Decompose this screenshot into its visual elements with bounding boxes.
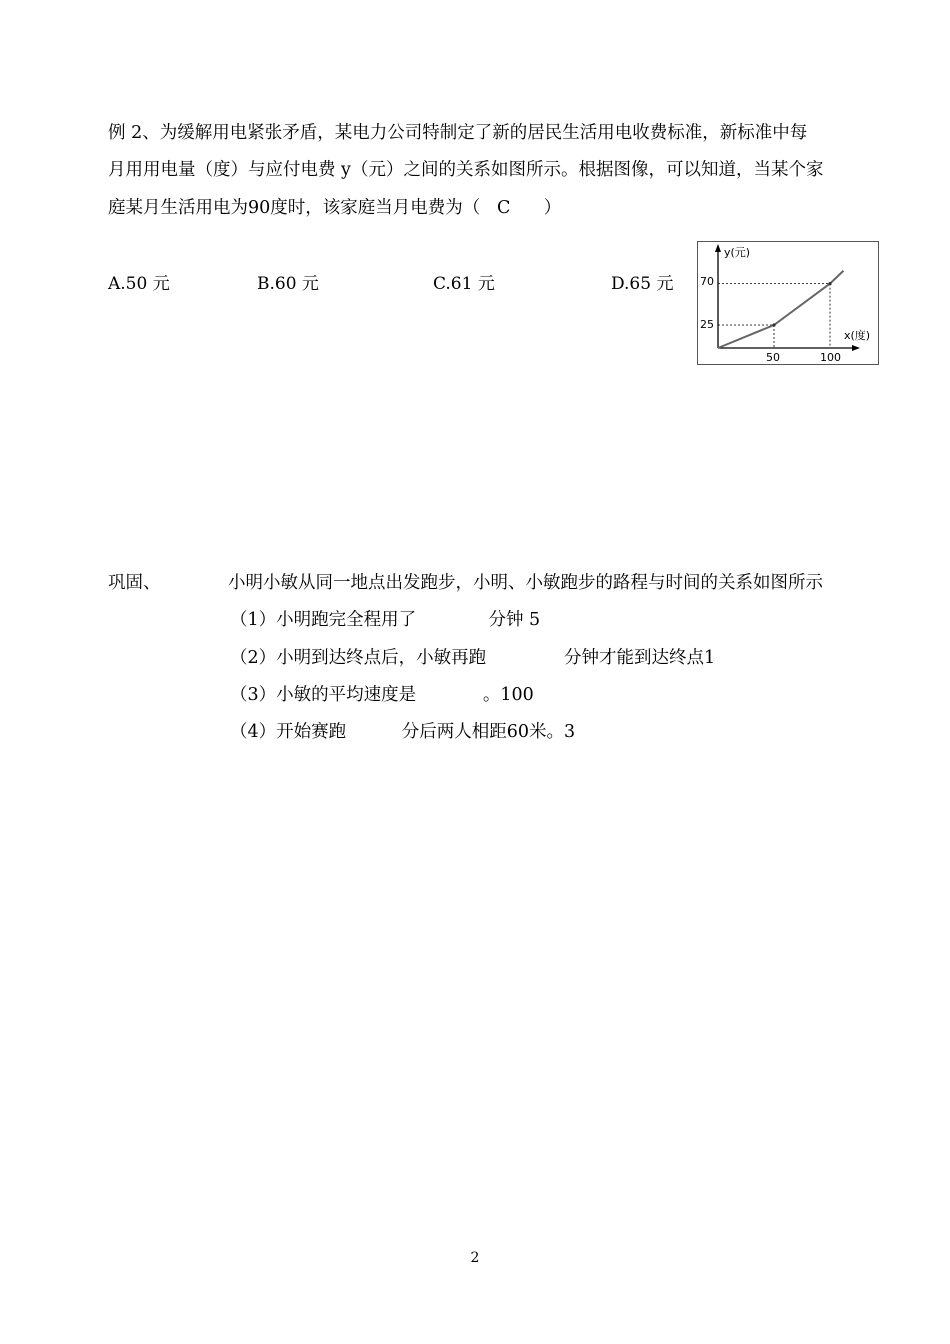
option-b: B.60 元 [257,274,319,294]
option-c: C.61 元 [433,274,495,294]
x-tick-label-50: 50 [766,351,780,364]
x-axis-label: x(度) [844,329,871,342]
option-d: D.65 元 [611,274,674,294]
x-tick-label-100: 100 [820,351,841,364]
y-axis-label: y(元) [724,246,751,259]
data-point-50 [772,323,775,326]
page-number: 2 [470,1250,480,1266]
sub-question-3: （3）小敏的平均速度是 。100 [230,685,534,705]
y-tick-label-25: 25 [700,318,714,331]
question-line-3: 庭某月生活用电为90度时，该家庭当月电费为（ C ） [108,198,562,218]
fee-line [718,271,843,348]
question-line-2: 月用用电量（度）与应付电费 y（元）之间的关系如图所示。根据图像，可以知道，当某个家 [108,160,824,180]
electricity-fee-chart [697,241,879,365]
y-axis-arrow [715,244,721,252]
question-line-1: 例 2、为缓解用电紧张矛盾，某电力公司特制定了新的居民生活用电收费标准，新标准中每 [108,123,808,143]
consolidation-title: 巩固、 [108,573,161,593]
sub-question-2: （2）小明到达终点后，小敏再跑 分钟才能到达终点1 [230,648,716,668]
x-axis-arrow [852,345,860,351]
consolidation-intro: 小明小敏从同一地点出发跑步，小明、小敏跑步的路程与时间的关系如图所示 [228,573,823,593]
y-tick-label-70: 70 [700,275,714,288]
sub-question-4: （4）开始赛跑 分后两人相距60米。3 [230,722,576,742]
sub-question-1: （1）小明跑完全程用了 分钟 5 [230,610,541,630]
option-a: A.50 元 [108,274,170,294]
data-point-100 [828,282,831,285]
